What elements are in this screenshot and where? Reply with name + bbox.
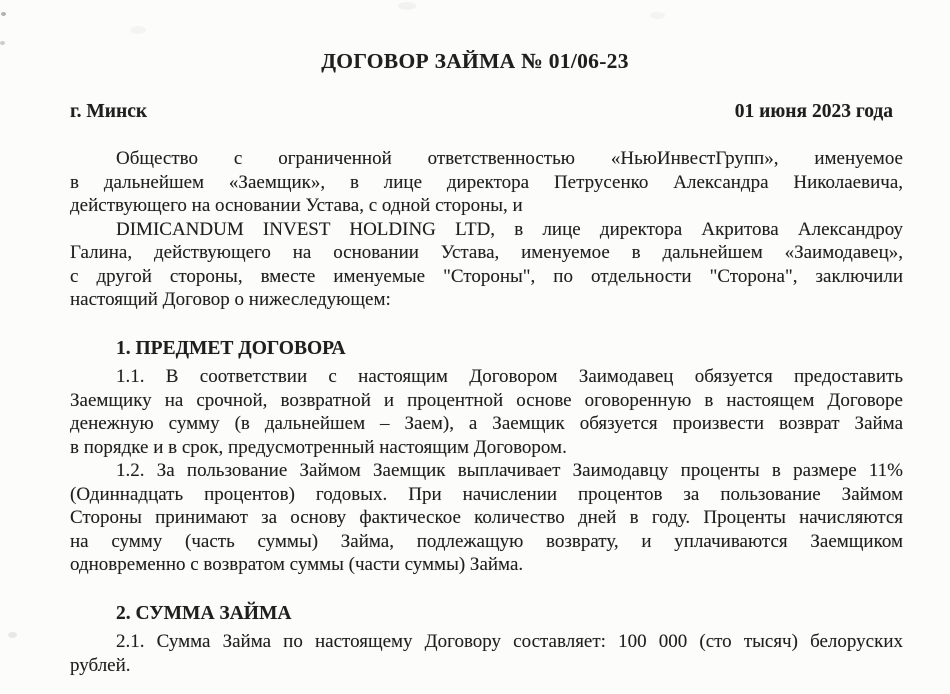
document-line: в порядке и в срок, предусмотренный настоящим Договором. xyxy=(70,436,567,458)
scan-speckle xyxy=(398,2,416,10)
scan-speckle xyxy=(0,41,5,45)
document-line: 2.1. Сумма Займа по настоящему Договору составляет: 100 000 (сто тысяч) белоруских xyxy=(116,631,903,652)
document-line: в дальнейшем «Заемщик», в лице директора Петрусенко Александра Николаевича, xyxy=(70,171,903,193)
scan-speckle xyxy=(130,26,146,34)
document-line: Общество с ограниченной ответственностью «НьюИнвестГрупп», именуемое xyxy=(116,148,903,169)
section-heading: 2. СУММА ЗАЙМА xyxy=(116,602,292,624)
document-body xyxy=(70,147,903,677)
scan-speckle xyxy=(1,12,6,16)
document-line: на сумму (часть суммы) Займа, подлежащую возврату, и уплачиваются Заемщиком xyxy=(70,530,903,552)
section-heading: 1. ПРЕДМЕТ ДОГОВОРА xyxy=(116,337,346,359)
document-line: 1.2. За пользование Займом Заемщик выплачивает Заимодавцу проценты в размере 11% xyxy=(116,460,903,481)
document-line: настоящий Договор о нижеследующем: xyxy=(70,289,391,310)
document-line: (Одиннадцать процентов) годовых. При начислении процентов за пользование Займом xyxy=(70,483,903,505)
document-line: DIMICANDUM INVEST HOLDING LTD, в лице директора Акритова Александроу xyxy=(116,218,903,240)
paragraph xyxy=(70,365,903,459)
paragraph xyxy=(70,218,903,312)
document-line: Заемщику на срочной, возвратной и процентной основе оговоренную в настоящем Договоре xyxy=(70,389,903,411)
document-line: одновременно с возвратом суммы (части суммы) Займа. xyxy=(70,554,524,575)
document-line: действующего на основании Устава, с одной стороны, и xyxy=(70,195,523,216)
document-date: 01 июня 2023 года xyxy=(734,101,893,122)
document-line: 1.1. В соответствии с настоящим Договором Заимодавец обязуется предоставить xyxy=(116,366,903,387)
document-place: г. Минск xyxy=(70,101,148,122)
scan-speckle xyxy=(8,632,17,638)
paragraph xyxy=(70,630,903,677)
document-line: с другой стороны, вместе именуемые "Стороны", по отдельности "Сторона", заключили xyxy=(70,265,903,287)
document-line: Галина, действующего на основании Устава, именуемое в дальнейшем «Заимодавец», xyxy=(70,242,903,263)
document-line: Стороны принимают за основу фактическое количество дней в году. Проценты начисляются xyxy=(70,507,903,528)
document-title: ДОГОВОР ЗАЙМА № 01/06-23 xyxy=(321,49,629,73)
paragraph xyxy=(70,147,903,218)
document-line: денежную сумму (в дальнейшем – Заем), а Заемщик обязуется произвести возврат Займа xyxy=(70,413,903,434)
scan-speckle xyxy=(650,12,665,19)
document-header-row xyxy=(70,100,893,124)
document-line: рублей. xyxy=(70,654,131,676)
paragraph xyxy=(70,459,903,577)
